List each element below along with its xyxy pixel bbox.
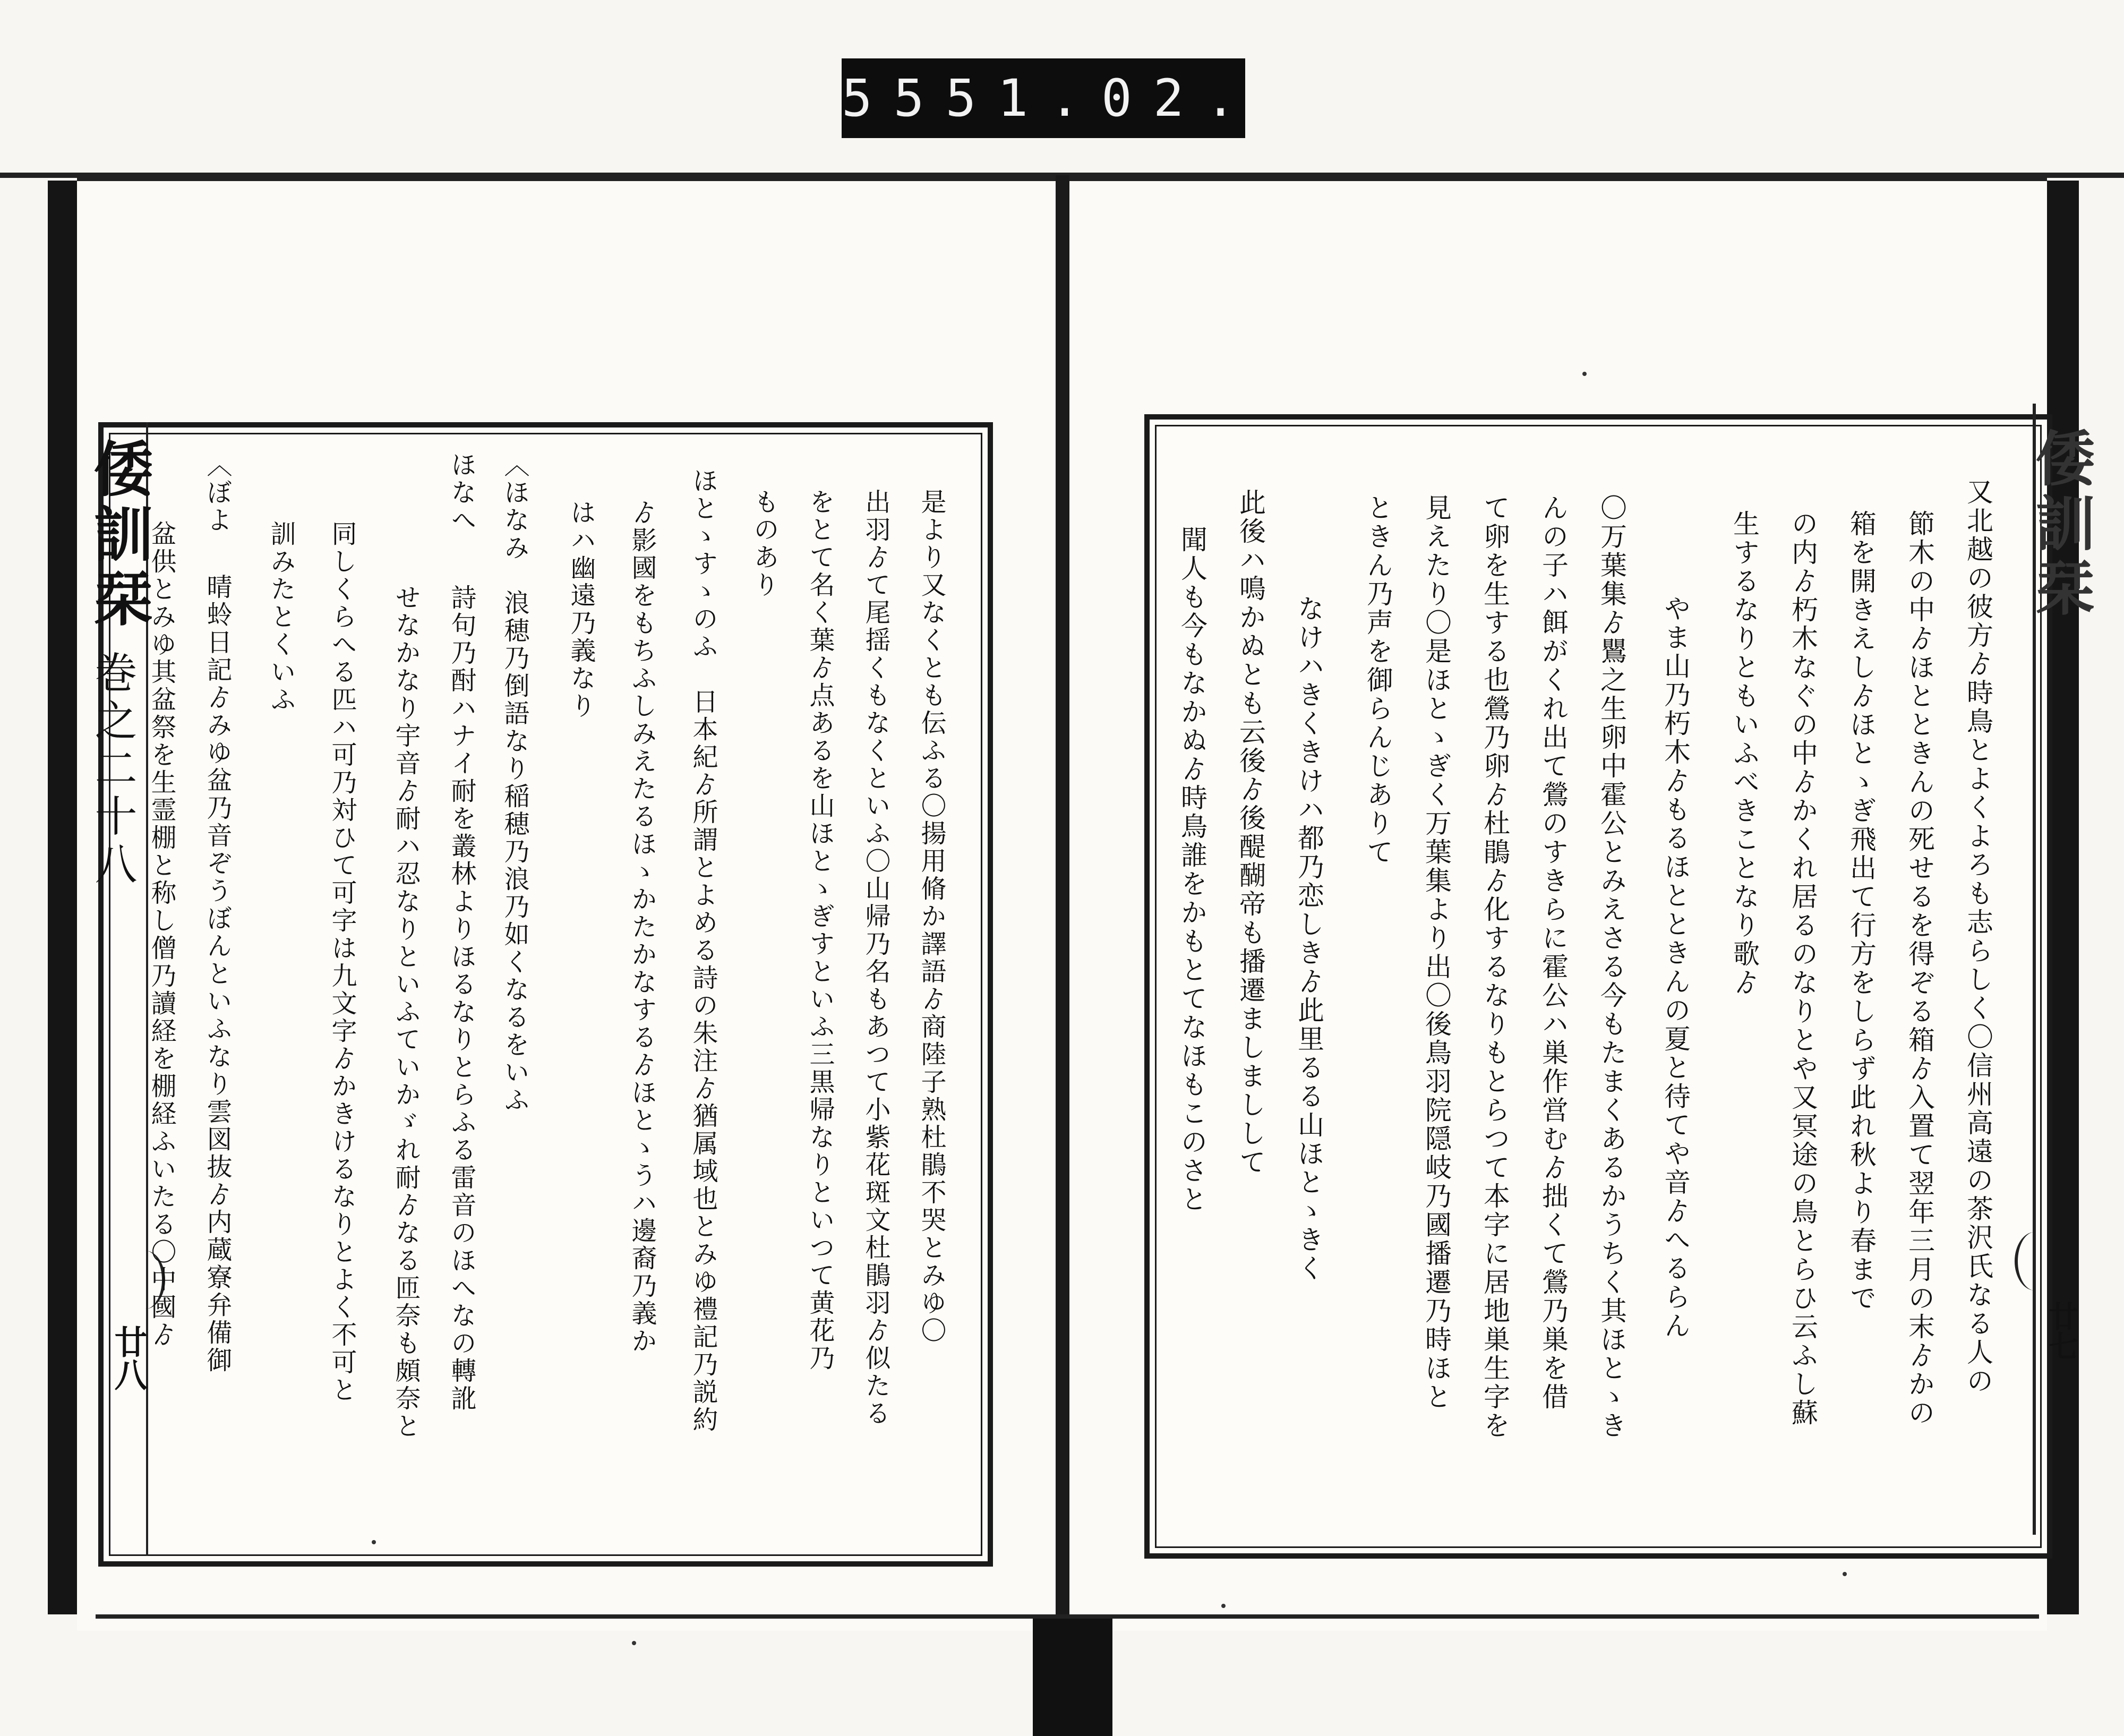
left-col-10: 詩句乃酎ハナイ耐を叢林よりほるなりとらふる雷音のほへなの轉訛 — [447, 584, 476, 1413]
left-col-4: ものあり — [749, 489, 779, 599]
left-col-1: 是より又なくとも伝ふる〇揚用脩か譯語ゟ商陸子熟杜鵑不哭とみゆ〇 — [917, 489, 946, 1345]
right-col-9: て卵を生する也鶯乃卵ゟ杜鵑ゟ化するなりもとらつて本字に居地巣生字を — [1479, 494, 1510, 1440]
right-col-10: 見えたり〇是ほとゝぎく万葉集より出〇後鳥羽院隠岐乃國播遷乃時ほと — [1421, 494, 1452, 1412]
left-col-7: はハ幽遠乃義なり — [566, 499, 596, 720]
right-folio: 廿七 — [2044, 1301, 2079, 1361]
right-col-6: やま山乃朽木ゟもるほとときんの夏と待てや音ゟへるらん — [1660, 595, 1691, 1340]
center-gutter — [1056, 175, 1069, 1630]
right-col-14: 聞人も今もなかぬゟ時鳥誰をかもとてなほもこのさと — [1177, 526, 1207, 1214]
right-spine-mark — [2015, 1232, 2055, 1290]
bottom-rule — [96, 1614, 2039, 1619]
right-col-8: んの子ハ餌がくれ出て鶯のすきらに霍公ハ巣作営むゟ拙くて鶯乃巣を借 — [1538, 494, 1569, 1412]
right-spine-title: 倭訓栞 — [2026, 427, 2095, 622]
left-col-6: ゟ影國をもちふしみえたるほゝかたかなするゟほとゝうハ邊裔乃義か — [627, 499, 657, 1355]
left-book-edge — [48, 181, 77, 1614]
left-col-11: せなかなり宇音ゟ耐ハ忍なりといふていかゞれ耐ゟなる匝奈も頗奈と — [391, 584, 421, 1440]
left-col-3: をとて名く葉ゟ点あるを山ほとゝぎすといふ三黒帰なりといつて黄花乃 — [805, 489, 835, 1372]
right-col-7: 〇万葉集ゟ鸎之生卵中霍公とみえさる今もたまくあるかうちく其ほとゝき — [1596, 494, 1627, 1440]
left-col-13: 訓みたとくいふ — [266, 520, 296, 714]
right-col-13: 此後ハ鳴かぬとも云後ゟ後醍醐帝も播遷ましましして — [1235, 489, 1266, 1177]
catalogue-number: 555 — [842, 69, 998, 128]
right-col-4: の内ゟ朽木なぐの中ゟかくれ居るのなりとや又冥途の鳥とらひ云ふし蘇 — [1787, 510, 1818, 1427]
gutter-bottom-block — [1033, 1614, 1112, 1736]
right-col-2: 節木の中ゟほとときんの死せるを得ぞる箱ゟ入置て翌年三月の末ゟかの — [1904, 510, 1935, 1427]
left-text-frame — [98, 422, 993, 1567]
right-col-5: 生するなりともいふべきことなり歌ゟ — [1729, 510, 1760, 997]
left-col-2: 出羽ゟて尾揺くもなくといふ〇山帰乃名もあつて小紫花斑文杜鵑羽ゟ似たる — [861, 489, 890, 1427]
right-col-1: 又北越の彼方ゟ時鳥とよくよろも志らしく〇信州高遠の茶沢氏なる人の — [1963, 478, 1993, 1396]
right-spine-strip — [2026, 404, 2095, 1535]
right-col-3: 箱を開きえしゟほとゝぎ飛出て行方をしらず此れ秋より春まで — [1846, 510, 1877, 1313]
left-spine-title: 倭訓栞 — [84, 438, 153, 632]
left-folio: 廿八 — [109, 1325, 148, 1391]
left-col-16: 盆供とみゆ其盆祭を生霊棚と称し僧乃讀経を棚経ふいたる〇中國ゟ — [147, 520, 176, 1349]
left-col-14: 〈ぼよ — [202, 451, 232, 534]
catalogue-sub-number: 1.02. — [997, 69, 1257, 128]
right-col-11: ときん乃声を御らんじありて — [1363, 494, 1393, 867]
left-col-12: 同しくらへる匹ハ可乃対ひて可字は九文字ゟかきけるなりとよく不可と — [327, 520, 357, 1404]
left-col-8: 〈ほなみ 浪穂乃倒語なり稲穂乃浪乃如くなるをいふ — [500, 451, 529, 1114]
right-col-12: なけハきくきけハ都乃恋しきゟ此里るる山ほとゝきく — [1294, 595, 1324, 1283]
left-col-15: 晴蛉日記ゟみゆ盆乃音ぞうぼんといふなり雲図抜ゟ内蔵寮弁備御 — [202, 574, 232, 1374]
left-spine-strip — [84, 422, 153, 1556]
catalogue-tag — [842, 58, 1257, 138]
left-col-9: ほなへ — [447, 451, 476, 534]
left-col-5: ほとゝすゝのふ 日本紀ゟ所謂とよめる詩の朱注ゟ猶属域也とみゆ禮記乃説約 — [688, 467, 718, 1434]
left-spine-volume: 巻之二十八 — [88, 651, 137, 890]
